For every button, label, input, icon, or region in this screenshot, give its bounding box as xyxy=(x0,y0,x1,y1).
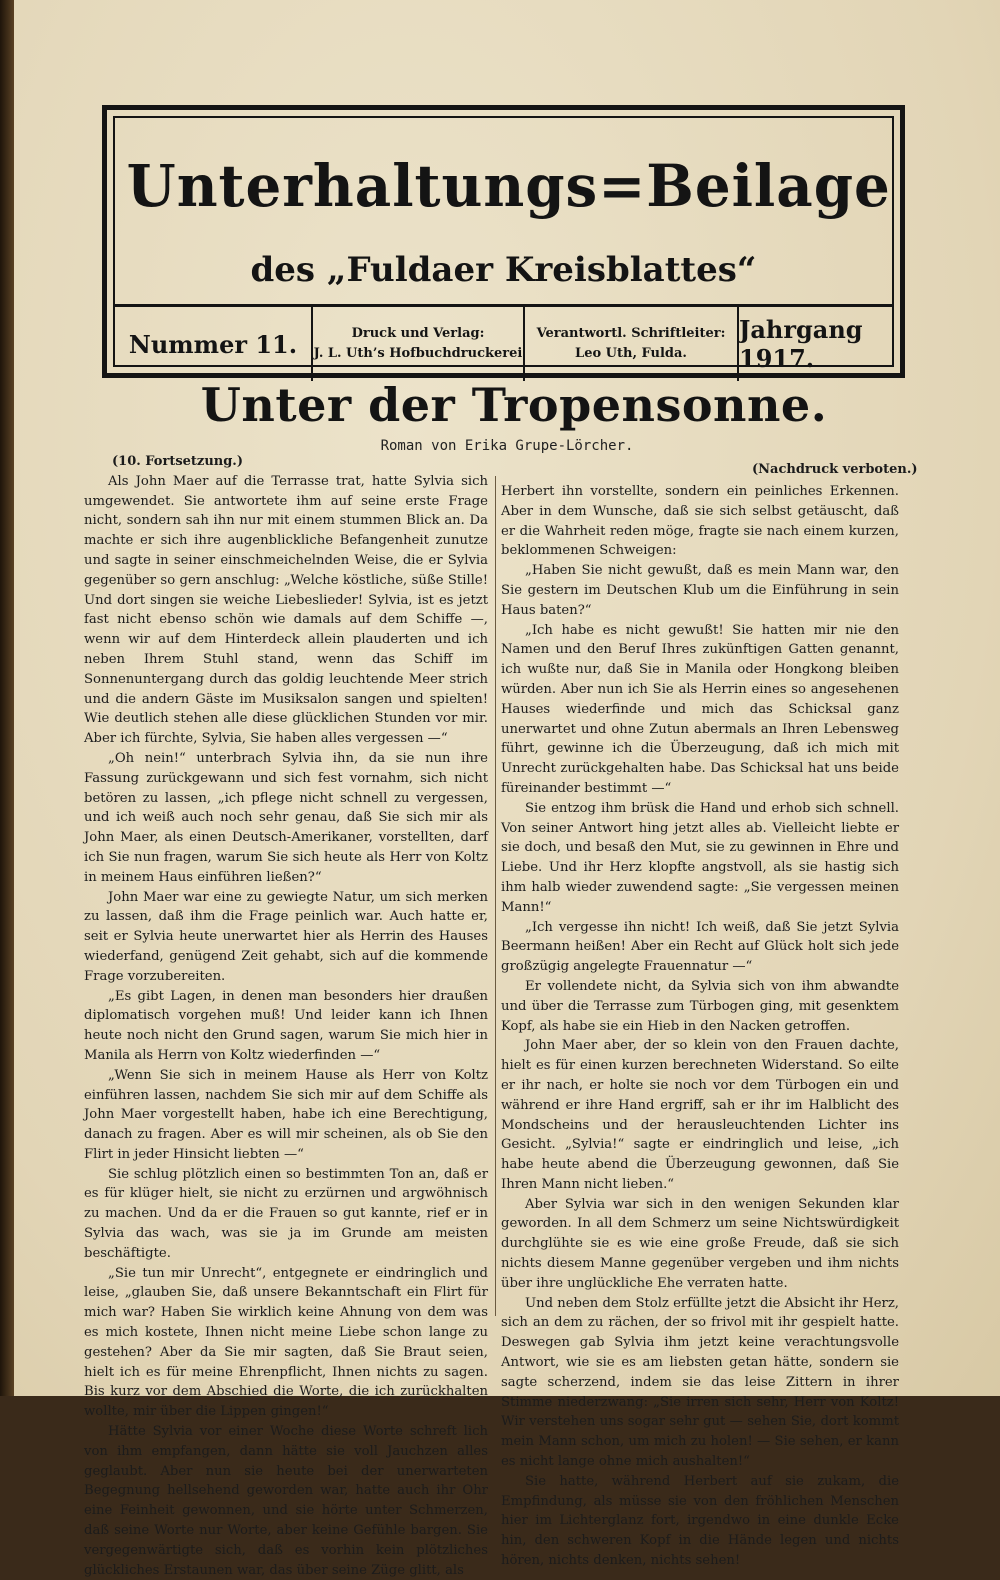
paragraph: Aber Sylvia war sich in den wenigen Sekunden klar geworden. In all dem Schmerz um seine Nichtswürdigkeit durchglühte sie es wie eine große Freude, daß sie sich nichts diesem Manne gegenüber vergeben und ihm nichts über ihre unglückliche Ehe verraten hatte. xyxy=(501,1196,899,1291)
paragraph: „Ich habe es nicht gewußt! Sie hatten mir nie den Namen und den Beruf Ihres zukünftigen Gatten genannt, ich wußte nur, daß Sie in Manila oder Hongkong bleiben würden. Aber nun ich Sie als Herrin eines so angesehenen Hauses wiederfinde und mich das Schicksal ganz unerwartet und ohne Zutun abermals an Ihren Lebensweg führt, gewinne ich die Überzeugung, daß ich mich mit Unrecht zurückgehalten habe. Das Schicksal hat uns beide füreinander bestimmt —“ xyxy=(501,622,899,796)
masthead-subtitle: des „Fuldaer Kreisblattes“ xyxy=(250,250,757,290)
masthead-title: Unterhaltungs=Beilage xyxy=(126,152,891,220)
paragraph: „Wenn Sie sich in meinem Hause als Herr von Koltz einführen lassen, nachdem Sie sich mir auf dem Schiffe als John Maer vorgestellt haben, habe ich eine Berechtigung, danach zu fragen. Aber es will mir scheinen, als ob Sie den Flirt in jeder Hinsicht liebten —“ xyxy=(84,1067,488,1162)
paragraph: Und neben dem Stolz erfüllte jetzt die Absicht ihr Herz, sich an dem zu rächen, der so frivol mit ihr gespielt hatte. Deswegen gab Sylvia ihm jetzt keine verachtungsvolle Antwort, wie sie es am liebsten getan hätte, sondern sie sagte scherzend, indem sie das leise Zittern in ihrer Stimme niederzwang: „Sie irren sich sehr, Herr von Koltz! Wir verstehen uns sogar sehr gut — sehen Sie, dort kommt mein Mann schon, um mich zu holen! — Sie sehen, er kann es nicht lange ohne mich aushalten!“ xyxy=(501,1295,899,1470)
paragraph: Sie entzog ihm brüsk die Hand und erhob sich schnell. Von seiner Antwort hing jetzt alles ab. Vielleicht liebte er sie doch, und besaß den Mut, sie zu gewinnen in Ehre und Liebe. Und ihr Herz klopfte angstvoll, als sie hastig sich ihm halb wieder zuwendend sagte: „Sie vergessen meinen Mann!“ xyxy=(501,800,899,915)
newspaper-page xyxy=(14,0,1000,1578)
article-column-left xyxy=(84,452,488,1580)
masthead xyxy=(102,105,905,378)
publisher-name: J. L. Uth’s Hofbuchdruckerei xyxy=(313,346,523,361)
masthead-inner-frame xyxy=(113,116,894,373)
paragraph: Herbert ihn vorstellte, sondern ein peinliches Erkennen. Aber in dem Wunsche, daß sie sich selbst getäuscht, daß er die Wahrheit reden möge, fragte sie nach einem kurzen, beklommenen Schweigen: xyxy=(501,484,899,559)
article-column-right xyxy=(501,482,899,1571)
paragraph: „Es gibt Lagen, in denen man besonders hier draußen diplomatisch vorgehen muß! Und leider kann ich Ihnen heute noch nicht den Grund sagen, warum Sie mich hier in Manila als Herrn von Koltz wiederfinden —“ xyxy=(84,988,488,1063)
column-divider xyxy=(495,476,496,1316)
issue-number: Nummer 11. xyxy=(115,307,313,381)
editor-label: Verantwortl. Schriftleiter: xyxy=(536,326,726,341)
article-author: Roman von Erika Grupe-Lörcher. xyxy=(380,438,634,454)
volume-year: Jahrgang 1917. xyxy=(739,315,863,373)
publisher-label: Druck und Verlag: xyxy=(351,326,485,341)
paragraph: Sie schlug plötzlich einen so bestimmten Ton an, daß er es für klüger hielt, sie nicht zu erzürnen und argwöhnisch zu machen. Und da er die Frauen so gut kannte, rief er in Sylvia das wach, was sie ja im Grunde am meisten beschäftigte. xyxy=(84,1166,488,1261)
editor-cell xyxy=(525,307,739,381)
article-headline: Unter der Tropensonne. xyxy=(200,378,828,432)
publisher-cell xyxy=(313,307,525,381)
continuation-label: (10. Fortsetzung.) xyxy=(112,454,243,469)
paragraph: „Haben Sie nicht gewußt, daß es mein Mann war, den Sie gestern im Deutschen Klub um die Einführung in sein Haus baten?“ xyxy=(501,563,899,618)
paragraph: Als John Maer auf die Terrasse trat, hatte Sylvia sich umgewendet. Sie antwortete ihm auf seine erste Frage nicht, sondern sah ihn nur mit einem stummen Blick an. Da machte er sich ihre augenblickliche Befangenheit zunutze und sagte in seiner einschmeichelnden Weise, die er Sylvia gegenüber so gern anschlug: „Welche köstliche, süße Stille! Und dort singen sie weiche Liebeslieder! Sylvia, ist es jetzt fast nicht ebenso schön wie damals auf dem Schiffe —, wenn wir auf dem Hinterdeck allein plauderten und ich neben Ihrem Stuhl stand, wenn das Schiff im Sonnenuntergang durch das goldig leuchtende Meer strich und die andern Gäste im Musiksalon sangen und spielten! Wie deutlich stehen alle diese glücklichen Stunden vor mir. Aber ich fürchte, Sylvia, Sie haben alles vergessen —“ xyxy=(84,473,488,747)
paragraph: Er vollendete nicht, da Sylvia sich von ihm abwandte und über die Terrasse zum Türbogen ging, mit gesenktem Kopf, als habe sie ein Hieb in den Nacken getroffen. xyxy=(501,978,899,1034)
paragraph: „Oh nein!“ unterbrach Sylvia ihn, da sie nun ihre Fassung zurückgewann und sich fest vornahm, sich nicht betören zu lassen, „ich pflege nicht schnell zu vergessen, und ich weiß auch noch sehr genau, daß Sie sich mir als John Maer, als einen Deutsch-Amerikaner, vorstellten, darf ich Sie nun fragen, warum Sie sich heute als Herr von Koltz in meinem Haus einführen ließen?“ xyxy=(84,750,488,885)
paragraph: John Maer war eine zu gewiegte Natur, um sich merken zu lassen, daß ihm die Frage peinlich war. Auch hatte er, seit er Sylvia heute unerwartet hier als Herrin des Hauses wiederfand, genügend Zeit gehabt, sich auf die kommende Frage vorzubereiten. xyxy=(84,889,488,984)
page-spine-edge xyxy=(0,0,14,1396)
paragraph: „Ich vergesse ihn nicht! Ich weiß, daß Sie jetzt Sylvia Beermann heißen! Aber ein Recht auf Glück holt sich jede großzügig angelegte Frauennatur —“ xyxy=(501,919,899,975)
paragraph: John Maer aber, der so klein von den Frauen dachte, hielt es für einen kurzen berechneten Widerstand. So eilte er ihr nach, er holte sie noch vor dem Türbogen ein und während er ihre Hand ergriff, sah er ihr im Halblicht des Mondscheins und der herausleuchtenden Lichter ins Gesicht. „Sylvia!“ sagte er eindringlich und leise, „ich habe heute abend die Überzeugung gewonnen, daß Sie Ihren Mann nicht lieben.“ xyxy=(501,1038,899,1192)
masthead-info-bar xyxy=(115,304,892,381)
editor-name: Leo Uth, Fulda. xyxy=(575,346,687,361)
paragraph: Hätte Sylvia vor einer Woche diese Worte schreft lich von ihm empfangen, dann hätte sie voll Jauchzen alles geglaubt. Aber nun sie heute bei der unerwarteten Begegnung hellsehend geworden war, hatte auch ihr Ohr eine Feinheit gewonnen, und sie hörte unter Schmerzen, daß seine Worte nur Worte, aber keine Gefühle bargen. Sie vergegenwärtigte sich, daß es vorhin kein plötzliches glückliches Erstaunen war, das über seine Züge glitt, als xyxy=(84,1424,488,1578)
paragraph: „Sie tun mir Unrecht“, entgegnete er eindringlich und leise, „glauben Sie, daß unsere Bekanntschaft ein Flirt für mich war? Haben Sie wirklich keine Ahnung von dem was es mich kostete, Ihnen nicht meine Liebe schon lange zu gestehen? Aber da Sie mir sagten, daß Sie Braut seien, hielt ich es für meine Ehrenpflicht, Ihnen nichts zu sagen. Bis kurz vor dem Abschied die Worte, die ich zurückhalten wollte, mir über die Lippen gingen!“ xyxy=(84,1265,488,1420)
reprint-notice: (Nachdruck verboten.) xyxy=(752,462,918,477)
paragraph: Sie hatte, während Herbert auf sie zukam, die Empfindung, als müsse sie von den fröhlichen Menschen hier im Lichterglanz fort, irgendwo in eine dunkle Ecke hin, den schweren Kopf in die Hände legen und nichts hören, nichts denken, nichts sehen! xyxy=(501,1473,899,1569)
